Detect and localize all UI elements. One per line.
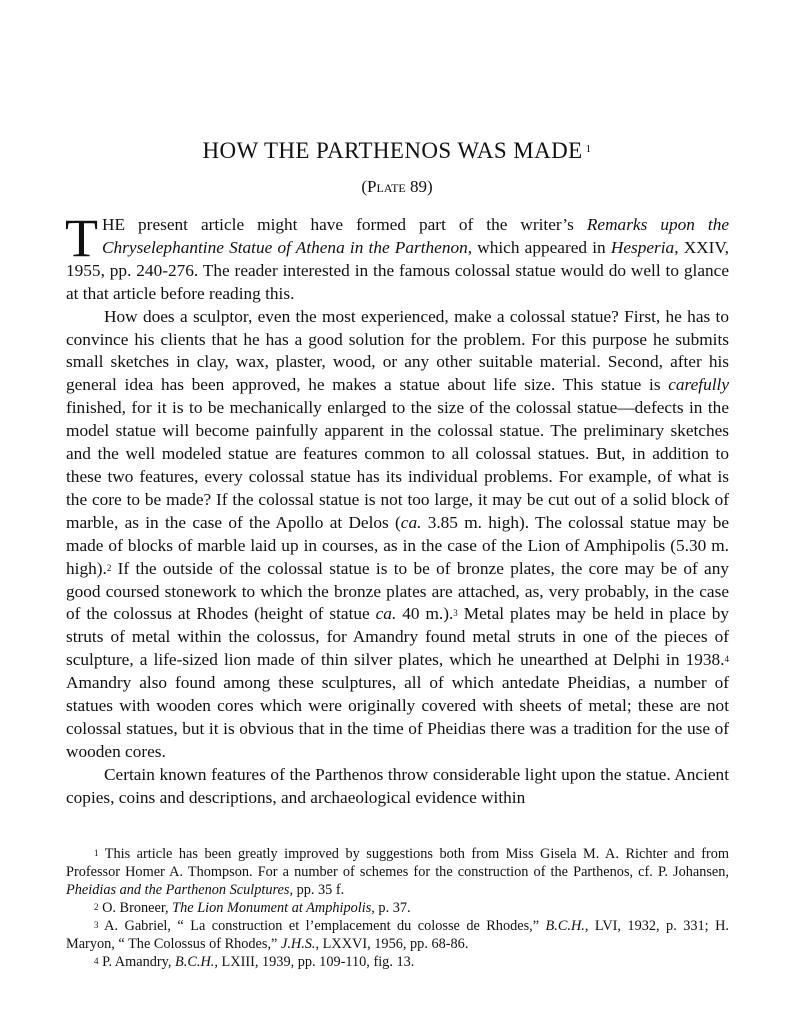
- footnote-2-book-title: The Lion Monument at Amphipolis: [172, 900, 372, 916]
- footnote-marker-4: 4: [724, 654, 729, 665]
- footnote-1-text-c: , pp. 35 f.: [289, 882, 345, 898]
- p2-emphasis-carefully: carefully: [668, 375, 729, 395]
- footnote-4-number: 4: [94, 956, 99, 966]
- paragraph-sculptor: [66, 306, 729, 764]
- p2-text-j: Amandry also found among these sculptures, all of which antedate Pheidias, a number of statues with wooden cores which were originally covered with sheets of metal; these are not colossal statues, but it is obvious that in the time of Pheidias there was a tradition for the use of wooden cores.: [66, 673, 729, 761]
- footnotes: [66, 845, 729, 971]
- paragraph-intro: [65, 208, 729, 306]
- p2-circa-1: ca.: [400, 512, 422, 532]
- footnote-3-number: 3: [94, 920, 99, 930]
- article-title: [0, 136, 794, 166]
- footnote-2-text-c: , p. 37.: [371, 900, 411, 916]
- footnote-1: [66, 845, 729, 899]
- plate-label: Plate 89: [366, 177, 428, 196]
- article-body: [65, 208, 730, 810]
- footnote-3-journal-jhs: J.H.S.: [280, 936, 316, 952]
- intro-text-a: HE present article might have formed part of the writer’s: [102, 215, 587, 234]
- p2-text-f: If the outside of the colossal statue is to be of bronze plates, the core may be of any good coursed stonework to which the bronze plates are attached, as, very probably, in the case of the colossus at Rhodes (height of statue: [66, 558, 729, 624]
- footnote-4: [66, 953, 729, 971]
- footnote-4-journal-bch: B.C.H.: [175, 954, 215, 970]
- plate-close-paren: ): [427, 177, 433, 196]
- p2-circa-2: ca.: [375, 604, 397, 624]
- footnote-4-text-c: , LXIII, 1939, pp. 109-110, fig. 13.: [214, 954, 415, 970]
- drop-cap: T: [65, 208, 98, 268]
- title-footnote-marker: 1: [585, 143, 592, 155]
- p2-text-e: 3.85 m. high). The colossal statue may be made of blocks of marble laid up in courses, as in the case of the Lion of Amphipolis (5.30 m. high).: [66, 512, 730, 578]
- footnote-3-text-e: , LXXVI, 1956, pp. 68-86.: [315, 936, 469, 952]
- footnote-4-text-a: P. Amandry,: [98, 954, 176, 970]
- p3-text-a: Certain known features of the Parthenos throw considerable light upon the statue. Ancient copies, coins and descriptions, and archaeological evidence within: [66, 764, 729, 807]
- footnote-marker-3: 3: [453, 608, 458, 619]
- footnote-marker-2: 2: [106, 562, 112, 573]
- footnote-2: [66, 899, 729, 917]
- footnote-3: [66, 917, 729, 953]
- footnote-3-text-a: A. Gabriel, “ La construction et l’emplacement du colosse de Rhodes,”: [98, 918, 546, 934]
- footnote-1-text-a: This article has been greatly improved by suggestions both from Miss Gisela M. A. Richter and from Professor Homer A. Thompson. For a number of schemes for the construction of the Parthenos, cf. P. Johansen,: [66, 846, 729, 880]
- intro-journal-hesperia: Hesperia: [610, 237, 675, 257]
- p2-text-c: finished, for it is to be mechanically enlarged to the size of the colossal statue—defects in the model statue will become painfully apparent in the colossal statue. The preliminary sketches and the well modeled statue are features common to all colossal statues. But, in addition to these two features, every colossal statue has its individual problems. For example, of what is the core to be made? If the colossal statue is not too large, it may be cut out of a solid block of marble, as in the case of the Apollo at Delos (: [66, 398, 729, 532]
- paragraph-features: [66, 764, 729, 810]
- article-title-text: HOW THE PARTHENOS WAS MADE: [202, 138, 583, 163]
- plate-reference: [0, 176, 794, 198]
- intro-title-remarks: Remarks upon the Chryselephantine Statue of Athena in the Parthenon: [102, 215, 729, 257]
- footnote-2-text-a: O. Broneer,: [98, 900, 173, 916]
- footnote-2-number: 2: [94, 902, 99, 912]
- intro-text-c: , which appeared in: [467, 237, 611, 257]
- plate-open-paren: (: [361, 177, 367, 196]
- p2-text-a: How does a sculptor, even the most experienced, make a colossal statue? First, he has to convince his clients that he has a good solution for the problem. For this purpose he submits small sketches in clay, wax, plaster, wood, or any other suitable material. Second, after his general idea has been approved, he makes a statue about life size. This statue is: [66, 306, 729, 395]
- p2-text-h: 40 m.).: [396, 604, 454, 624]
- footnote-1-number: 1: [94, 848, 99, 858]
- intro-text-e: , XXIV, 1955, pp. 240-276. The reader interested in the famous colossal statue would do well to glance at that article before reading this.: [66, 237, 729, 303]
- footnote-3-text-c: , LVI, 1932, p. 331; H. Maryon, “ The Colossus of Rhodes,”: [66, 918, 730, 952]
- footnote-3-journal-bch: B.C.H.: [545, 918, 585, 934]
- p2-text-i: Metal plates may be held in place by struts of metal within the colossus, for Amandry found metal struts in one of the pieces of sculpture, a life-sized lion made of thin silver plates, which he unearthed at Delphi in 1938.: [66, 604, 729, 670]
- footnote-1-book-title: Pheidias and the Parthenon Sculptures: [66, 882, 290, 898]
